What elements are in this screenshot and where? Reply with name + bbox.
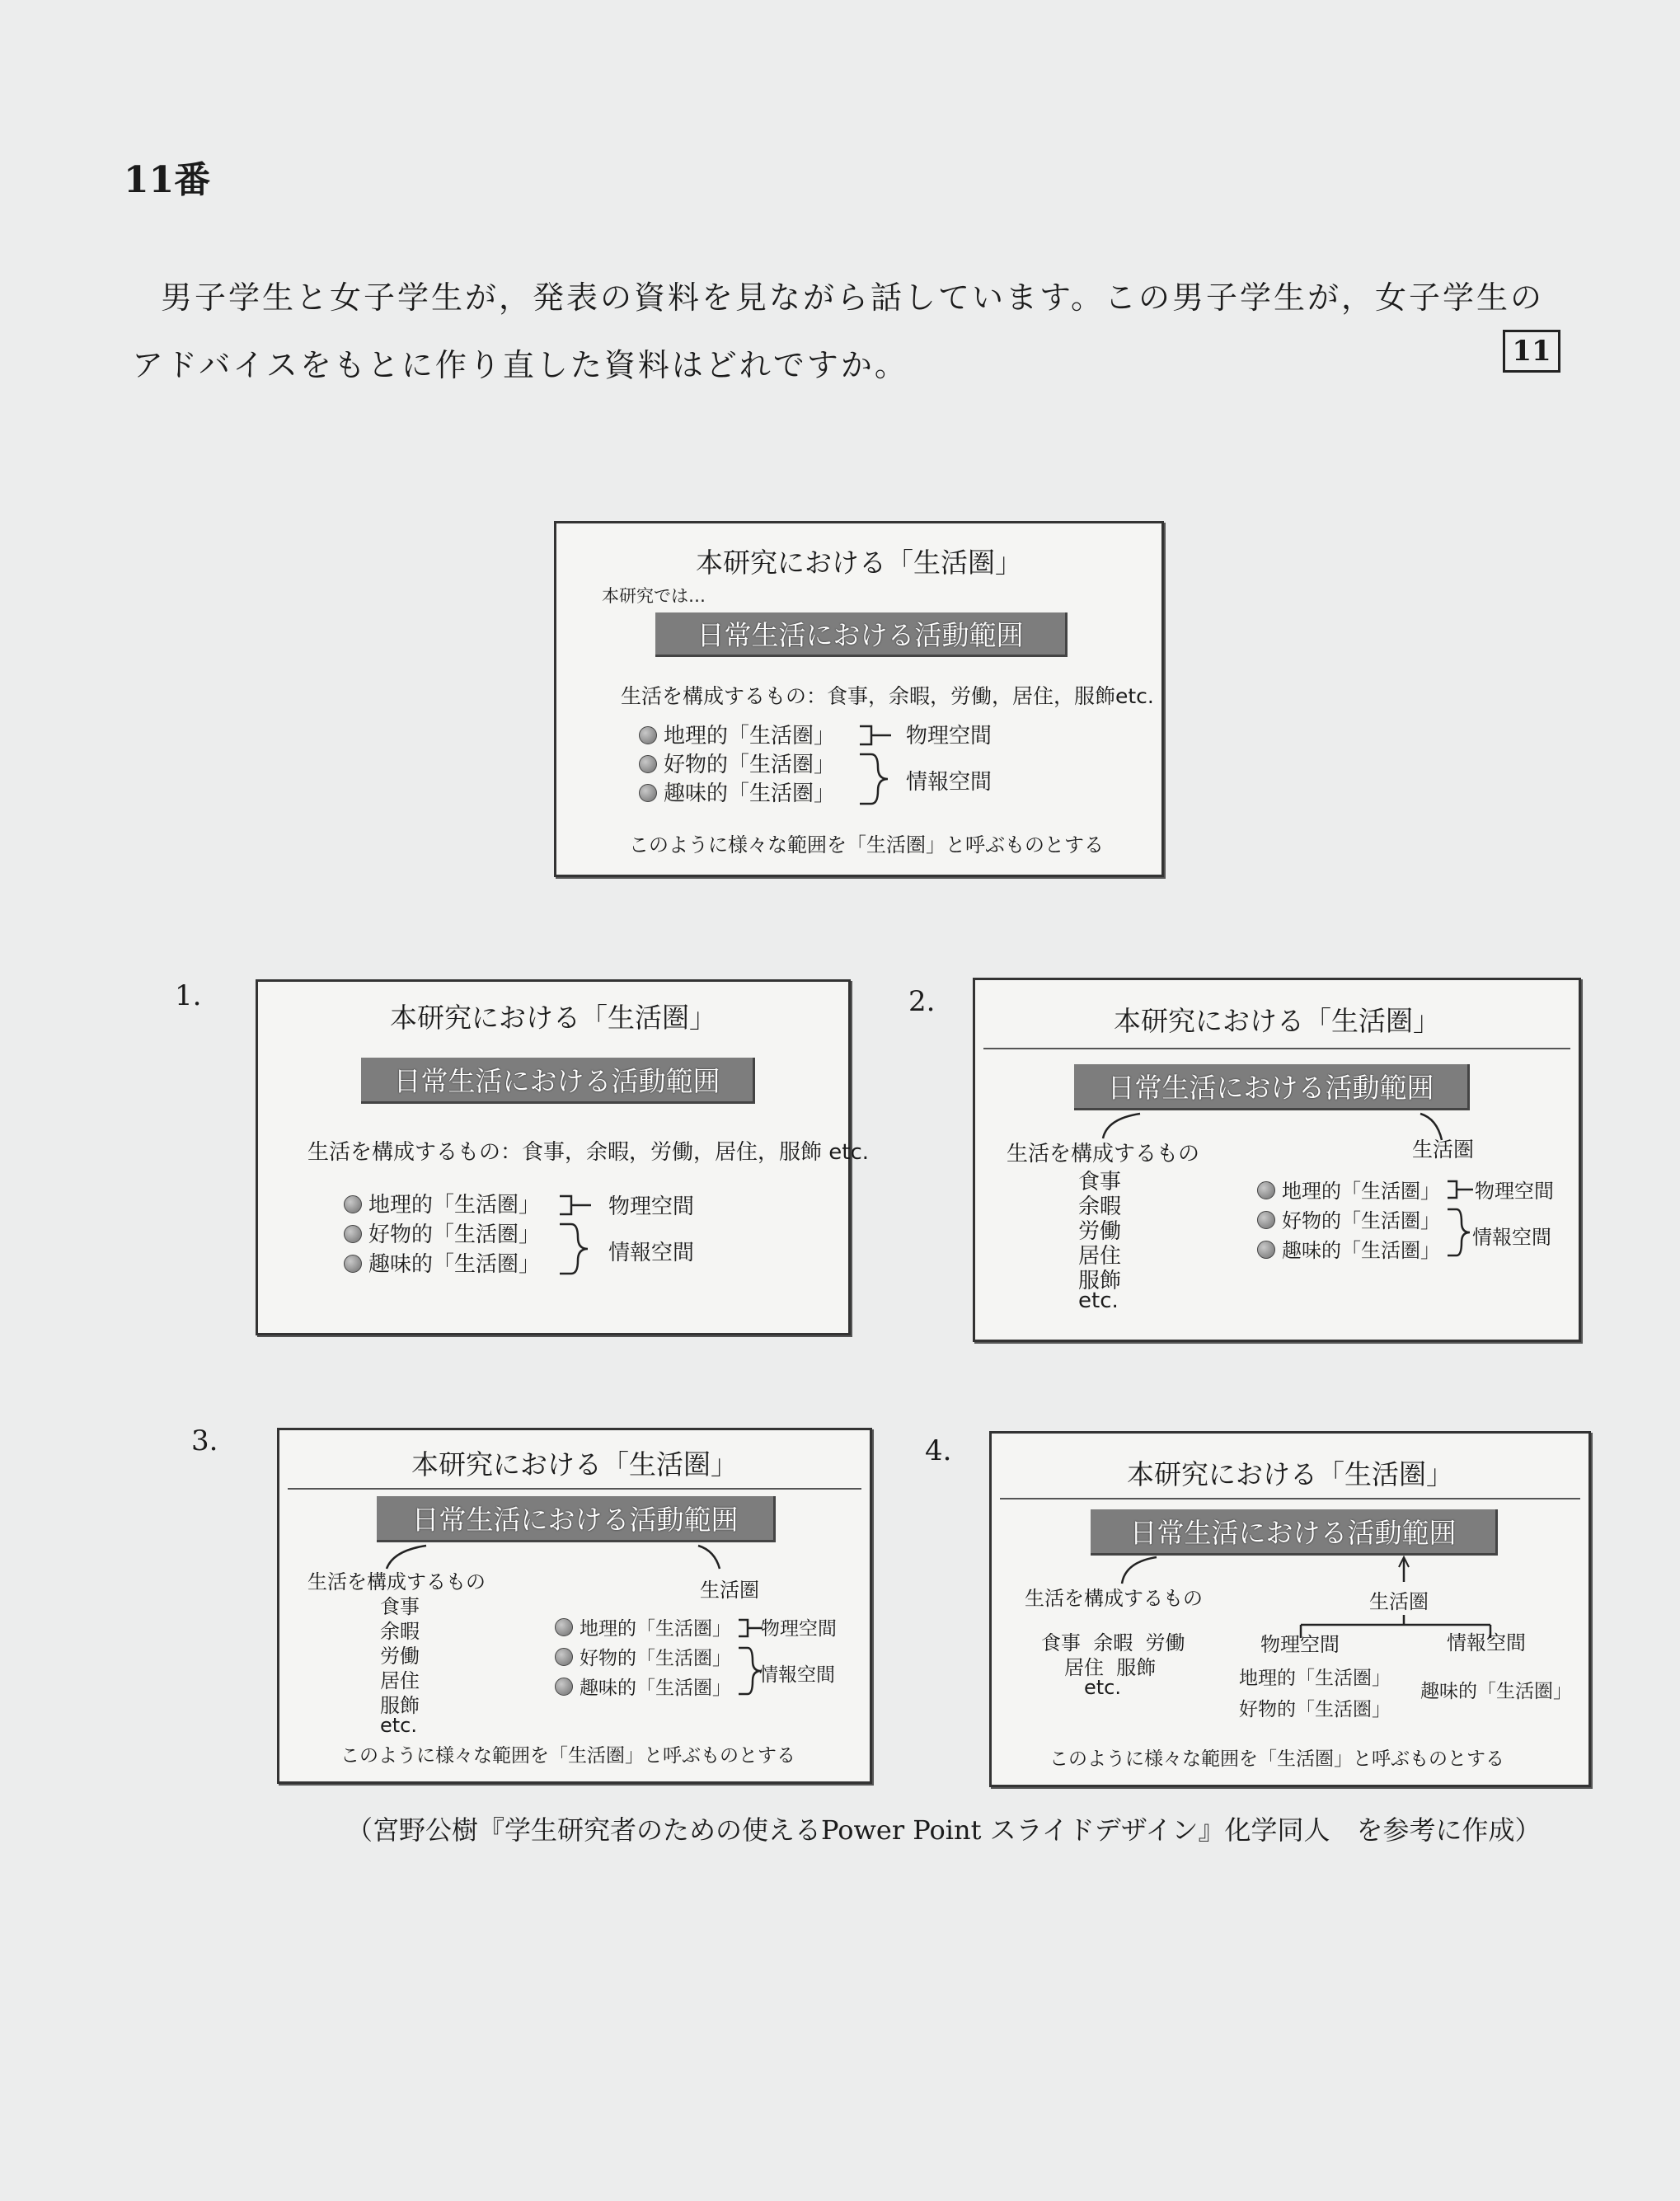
slide-sphere: 生活圏 — [700, 1579, 759, 1602]
bracket-icon — [556, 1191, 614, 1282]
bullet-icon — [555, 1678, 573, 1696]
slide-conclusion: このように様々な範囲を「生活圏」と呼ぶものとする — [1049, 1748, 1504, 1770]
slide-info-space: 情報空間 — [906, 770, 993, 795]
choice-4-slide[interactable] — [989, 1431, 1591, 1787]
slide-title: 本研究における「生活圏」 — [696, 547, 1022, 579]
slide-item-geo: 地理的「生活圏」 — [555, 1613, 731, 1640]
slide-item-fav: 好物的「生活圏」 — [1257, 1204, 1440, 1233]
slide-components: 生活を構成するもの：食事，余暇，労働，居住，服飾 etc. — [307, 1140, 870, 1165]
slide-components-line2: 居住 服飾 — [1064, 1656, 1157, 1679]
slide-components-list-3: 居住 — [1078, 1244, 1122, 1269]
slide-components-line1: 食事 余暇 労働 — [1041, 1631, 1185, 1654]
bullet-icon — [639, 755, 657, 773]
question-number: 11番 — [124, 159, 211, 201]
slide-item-geo: 地理的「生活圏」 — [639, 719, 835, 749]
slide-banner: 日常生活における活動範囲 — [1091, 1509, 1498, 1556]
answer-number-box: 11 — [1503, 330, 1560, 373]
slide-conclusion: このように様々な範囲を「生活圏」と呼ぶものとする — [340, 1745, 795, 1767]
slide-banner: 日常生活における活動範囲 — [377, 1496, 776, 1542]
slide-components-list-5: etc. — [1078, 1288, 1119, 1313]
slide-item-hobby: 趣味的「生活圏」 — [555, 1673, 731, 1700]
slide-item-geo: 地理的「生活圏」 — [344, 1188, 540, 1218]
slide-info-item-0: 趣味的「生活圏」 — [1420, 1681, 1572, 1702]
choice-label-2: 2. — [908, 985, 936, 1018]
source-citation: （宮野公樹『学生研究者のための使えるPower Point スライドデザイン』化学同人 を参考に作成） — [346, 1814, 1542, 1846]
choice-1-slide[interactable] — [256, 979, 870, 1335]
question-text-line1: 男子学生と女子学生が，発表の資料を見ながら話しています。この男子学生が，女子学生の — [161, 279, 1544, 316]
slide-components-list-0: 食事 — [380, 1595, 420, 1618]
slide-title: 本研究における「生活圏」 — [1114, 1005, 1440, 1037]
title-divider — [983, 1048, 1570, 1049]
slide-physical-space: 物理空間 — [906, 724, 993, 749]
slide-info-space: 情報空間 — [1472, 1226, 1551, 1249]
title-divider — [288, 1488, 861, 1490]
bullet-icon — [639, 784, 657, 802]
slide-info-space: 情報空間 — [1447, 1631, 1526, 1654]
slide-physical-space: 物理空間 — [1475, 1180, 1554, 1203]
slide-components-list-4: 服飾 — [1078, 1269, 1122, 1293]
slide-components-list-4: 服飾 — [380, 1694, 420, 1717]
slide-banner: 日常生活における活動範囲 — [1074, 1064, 1470, 1110]
bullet-icon — [1257, 1211, 1275, 1229]
bullet-icon — [344, 1255, 362, 1273]
slide-sphere: 生活圏 — [1369, 1590, 1429, 1613]
title-divider — [1000, 1498, 1580, 1499]
slide-sphere: 生活圏 — [1412, 1138, 1475, 1162]
slide-components-list-0: 食事 — [1078, 1170, 1122, 1194]
slide-components-list-1: 余暇 — [380, 1620, 420, 1643]
slide-components-list-5: etc. — [380, 1714, 417, 1737]
slide-intro: 本研究では… — [602, 586, 706, 606]
slide-conclusion: このように様々な範囲を「生活圏」と呼ぶものとする — [629, 833, 1104, 856]
slide-info-space: 情報空間 — [608, 1241, 695, 1265]
original-slide — [554, 521, 1164, 877]
slide-title: 本研究における「生活圏」 — [390, 1002, 716, 1034]
slide-item-hobby: 趣味的「生活圏」 — [1257, 1234, 1440, 1263]
slide-title: 本研究における「生活圏」 — [1127, 1458, 1453, 1490]
slide-physical-space: 物理空間 — [761, 1618, 837, 1640]
slide-components-list-2: 労働 — [380, 1645, 420, 1668]
bullet-icon — [344, 1225, 362, 1243]
slide-item-fav: 好物的「生活圏」 — [555, 1643, 731, 1670]
slide-components: 生活を構成するもの：食事，余暇，労働，居住，服飾etc. — [621, 684, 1154, 708]
choice-label-1: 1. — [175, 979, 202, 1012]
slide-components-head: 生活を構成するもの — [307, 1570, 486, 1593]
slide-components-list-1: 余暇 — [1078, 1194, 1122, 1219]
slide-components-list-2: 労働 — [1078, 1219, 1122, 1244]
slide-components-line3: etc. — [1084, 1676, 1121, 1699]
question-text-line2: アドバイスをもとに作り直した資料はどれですか。 — [132, 347, 908, 383]
slide-item-geo: 地理的「生活圏」 — [1257, 1175, 1440, 1204]
slide-banner: 日常生活における活動範囲 — [655, 612, 1068, 657]
choice-3-slide[interactable] — [277, 1428, 872, 1784]
slide-item-hobby: 趣味的「生活圏」 — [639, 777, 835, 807]
slide-item-fav: 好物的「生活圏」 — [344, 1218, 540, 1248]
bullet-icon — [639, 726, 657, 744]
slide-physical-space: 物理空間 — [1260, 1633, 1340, 1656]
bullet-icon — [1257, 1181, 1275, 1199]
slide-components-list-3: 居住 — [380, 1669, 420, 1692]
slide-components-head: 生活を構成するもの — [1007, 1142, 1200, 1166]
slide-physical-space: 物理空間 — [608, 1194, 695, 1219]
slide-info-space: 情報空間 — [759, 1664, 835, 1686]
bullet-icon — [344, 1195, 362, 1213]
choice-label-3: 3. — [191, 1424, 218, 1457]
slide-components-head: 生活を構成するもの — [1025, 1587, 1203, 1610]
slide-physical-item-1: 好物的「生活圏」 — [1239, 1699, 1391, 1720]
slide-banner: 日常生活における活動範囲 — [361, 1058, 755, 1104]
slide-item-fav: 好物的「生活圏」 — [639, 748, 835, 778]
bullet-icon — [555, 1648, 573, 1666]
slide-item-hobby: 趣味的「生活圏」 — [344, 1247, 540, 1278]
choice-label-4: 4. — [925, 1434, 952, 1467]
choice-2-slide[interactable] — [973, 978, 1581, 1342]
slide-title: 本研究における「生活圏」 — [411, 1448, 738, 1481]
bullet-icon — [555, 1618, 573, 1636]
slide-physical-item-0: 地理的「生活圏」 — [1239, 1668, 1391, 1689]
bullet-icon — [1257, 1241, 1275, 1259]
